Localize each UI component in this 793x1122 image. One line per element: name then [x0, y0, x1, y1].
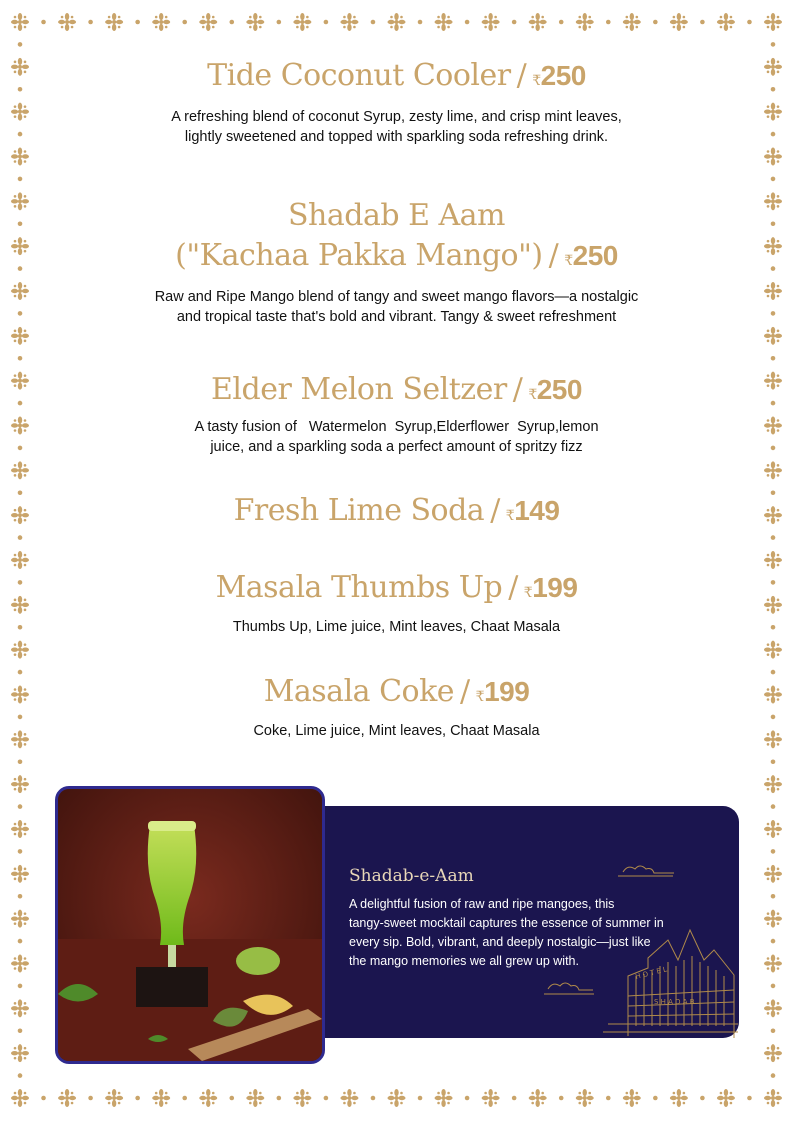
flower-ornament-icon	[11, 910, 29, 928]
flower-ornament-icon	[340, 1089, 358, 1107]
item-description: Raw and Ripe Mango blend of tangy and sweet mango flavors—a nostalgic and tropical taste that's bold and vibrant. Tangy & sweet refreshment	[154, 289, 639, 325]
border-dot	[41, 1096, 46, 1101]
border-dot	[606, 1096, 611, 1101]
border-dot	[41, 20, 46, 25]
border-dot	[18, 1073, 23, 1078]
border-dot	[18, 939, 23, 944]
item-price: 199	[532, 572, 578, 603]
flower-ornament-icon	[246, 13, 264, 31]
flower-ornament-icon	[482, 13, 500, 31]
flower-ornament-icon	[199, 13, 217, 31]
border-dot	[277, 1096, 282, 1101]
item-price: 149	[514, 495, 560, 526]
border-dot	[653, 1096, 658, 1101]
border-dot	[18, 1028, 23, 1033]
item-description: Coke, Lime juice, Mint leaves, Chaat Masala	[253, 723, 540, 739]
border-dot	[18, 804, 23, 809]
border-dot	[771, 177, 776, 182]
border-dot	[18, 42, 23, 47]
item-price: 250	[572, 240, 618, 271]
border-dot	[771, 939, 776, 944]
border-dot	[88, 1096, 93, 1101]
flower-ornament-icon	[11, 1044, 29, 1062]
menu-item-tide-coconut-cooler	[0, 56, 793, 147]
flower-ornament-icon	[764, 820, 782, 838]
flower-ornament-icon	[340, 13, 358, 31]
feature-title: Shadab-e-Aam	[349, 866, 474, 886]
flower-ornament-icon	[670, 1089, 688, 1107]
menu-item-elder-melon-seltzer	[0, 370, 793, 457]
border-dot	[324, 20, 329, 25]
item-title: Shadab E Aam	[287, 198, 506, 233]
border-dot	[771, 759, 776, 764]
flower-ornament-icon	[764, 955, 782, 973]
border-dot	[771, 1028, 776, 1033]
border-dot	[229, 1096, 234, 1101]
border-dot	[18, 759, 23, 764]
flower-ornament-icon	[152, 13, 170, 31]
item-title: Masala Thumbs Up / ₹199	[215, 570, 578, 605]
flower-ornament-icon	[764, 775, 782, 793]
svg-text:S H A D A B: S H A D A B	[654, 998, 695, 1006]
item-title-line2: ("Kachaa Pakka Mango") / ₹250	[175, 238, 618, 273]
item-description: A tasty fusion of Watermelon Syrup,Elderflower Syrup,lemon juice, and a sparkling soda a perfect amount of spritzy fizz	[194, 419, 599, 455]
flower-ornament-icon	[764, 461, 782, 479]
flower-ornament-icon	[435, 1089, 453, 1107]
flower-ornament-icon	[11, 955, 29, 973]
border-dot	[465, 1096, 470, 1101]
flower-ornament-icon	[529, 1089, 547, 1107]
border-dot	[700, 1096, 705, 1101]
mocktail-photo	[55, 786, 325, 1064]
border-dot	[465, 20, 470, 25]
flower-ornament-icon	[11, 13, 29, 31]
border-dot	[18, 849, 23, 854]
border-dot	[771, 804, 776, 809]
item-price: 250	[540, 60, 586, 91]
flower-ornament-icon	[764, 999, 782, 1017]
border-dot	[229, 20, 234, 25]
flower-ornament-icon	[623, 13, 641, 31]
flower-ornament-icon	[764, 1044, 782, 1062]
flower-ornament-icon	[58, 1089, 76, 1107]
border-dot	[18, 984, 23, 989]
flower-ornament-icon	[11, 865, 29, 883]
flower-ornament-icon	[764, 910, 782, 928]
border-dot	[277, 20, 282, 25]
flower-ornament-icon	[576, 1089, 594, 1107]
flower-ornament-icon	[388, 1089, 406, 1107]
border-dot	[135, 20, 140, 25]
border-dot	[747, 20, 752, 25]
flower-ornament-icon	[482, 1089, 500, 1107]
border-dot	[418, 1096, 423, 1101]
item-title: Fresh Lime Soda / ₹149	[233, 493, 560, 528]
flower-ornament-icon	[764, 13, 782, 31]
item-price: 199	[484, 676, 530, 707]
flower-ornament-icon	[105, 1089, 123, 1107]
menu-item-fresh-lime-soda	[0, 491, 793, 536]
border-dot	[135, 1096, 140, 1101]
flower-ornament-icon	[764, 327, 782, 345]
menu-item-masala-coke	[0, 672, 793, 741]
flower-ornament-icon	[717, 13, 735, 31]
border-dot	[371, 1096, 376, 1101]
border-dot	[418, 20, 423, 25]
flower-ornament-icon	[11, 327, 29, 345]
flower-ornament-icon	[764, 148, 782, 166]
flower-ornament-icon	[293, 1089, 311, 1107]
mango-mocktail-image	[58, 789, 322, 1061]
flower-ornament-icon	[11, 641, 29, 659]
border-dot	[771, 356, 776, 361]
flower-ornament-icon	[58, 13, 76, 31]
item-title: Tide Coconut Cooler / ₹250	[207, 58, 586, 93]
menu-item-masala-thumbs-up	[0, 568, 793, 637]
border-dot	[512, 20, 517, 25]
feature-description: A delightful fusion of raw and ripe mangoes, this tangy-sweet mocktail captures the essence of summer in every sip. Bold, vibrant, and deeply nostalgic—just like the mango memories we all grew up with.	[349, 897, 664, 968]
border-dot	[512, 1096, 517, 1101]
flower-ornament-icon	[764, 865, 782, 883]
flower-ornament-icon	[11, 820, 29, 838]
border-dot	[182, 1096, 187, 1101]
border-dot	[771, 42, 776, 47]
border-dot	[88, 20, 93, 25]
flower-ornament-icon	[623, 1089, 641, 1107]
border-dot	[653, 20, 658, 25]
flower-ornament-icon	[105, 13, 123, 31]
item-description: A refreshing blend of coconut Syrup, zesty lime, and crisp mint leaves, lightly sweetened and topped with sparkling soda refreshing drink.	[171, 109, 622, 145]
flower-ornament-icon	[246, 1089, 264, 1107]
item-description: Thumbs Up, Lime juice, Mint leaves, Chaat Masala	[232, 619, 561, 635]
border-dot	[18, 894, 23, 899]
flower-ornament-icon	[199, 1089, 217, 1107]
border-dot	[771, 984, 776, 989]
flower-ornament-icon	[576, 13, 594, 31]
flower-ornament-icon	[11, 1089, 29, 1107]
flower-ornament-icon	[764, 551, 782, 569]
border-dot	[371, 20, 376, 25]
flower-ornament-icon	[11, 775, 29, 793]
border-dot	[559, 20, 564, 25]
flower-ornament-icon	[11, 551, 29, 569]
border-dot	[771, 894, 776, 899]
border-dot	[606, 20, 611, 25]
border-dot	[18, 356, 23, 361]
flower-ornament-icon	[388, 13, 406, 31]
item-title: Masala Coke / ₹199	[263, 674, 530, 709]
border-dot	[747, 1096, 752, 1101]
item-title: Elder Melon Seltzer / ₹250	[211, 372, 582, 407]
flower-ornament-icon	[670, 13, 688, 31]
border-dot	[182, 20, 187, 25]
border-dot	[771, 1073, 776, 1078]
border-dot	[771, 849, 776, 854]
flower-ornament-icon	[11, 999, 29, 1017]
flower-ornament-icon	[435, 13, 453, 31]
flower-ornament-icon	[764, 1089, 782, 1107]
flower-ornament-icon	[152, 1089, 170, 1107]
flower-ornament-icon	[717, 1089, 735, 1107]
flower-ornament-icon	[11, 461, 29, 479]
item-price: 250	[536, 374, 582, 405]
border-dot	[18, 177, 23, 182]
border-dot	[559, 1096, 564, 1101]
flower-ornament-icon	[764, 641, 782, 659]
flower-ornament-icon	[293, 13, 311, 31]
border-dot	[324, 1096, 329, 1101]
flower-ornament-icon	[11, 148, 29, 166]
svg-text:H O T E L: H O T E L	[634, 965, 668, 981]
border-dot	[700, 20, 705, 25]
flower-ornament-icon	[529, 13, 547, 31]
menu-item-shadab-e-aam	[0, 196, 793, 327]
